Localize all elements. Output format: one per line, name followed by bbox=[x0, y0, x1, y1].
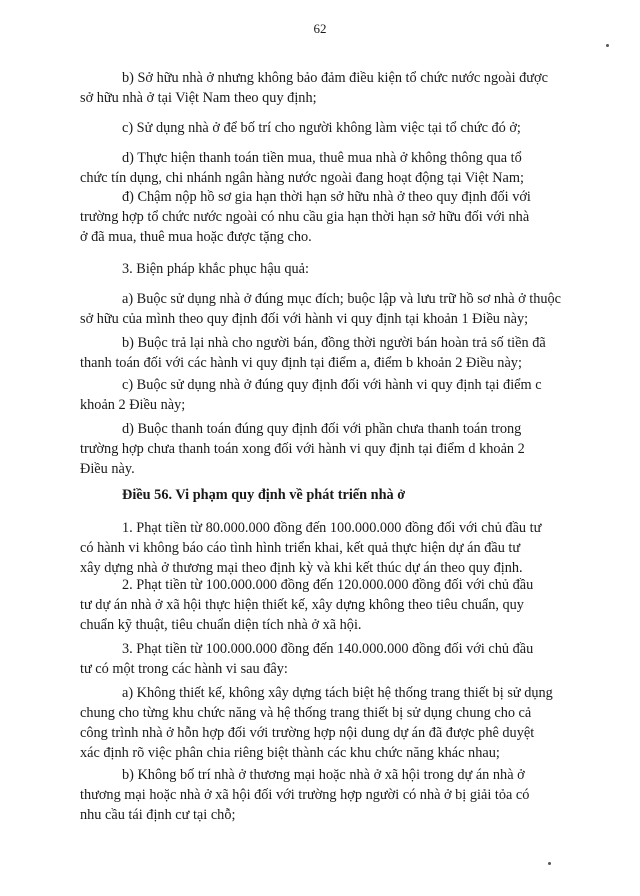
clause-56-3a: a) Không thiết kế, không xây dựng tách biệt hệ thống trang thiết bị sử dụng chung cho từng khu chức năng và hệ thống trang thiết bị sử dụng chung cho cả công trình nhà ở hỗn hợp đối với trường hợp nội dung dự án đã được phê duyệt xác định rõ việc phân chia riêng biệt thành các khu chức năng khác nhau; bbox=[80, 685, 553, 761]
paragraph-2dd: đ) Chậm nộp hồ sơ gia hạn thời hạn sở hữu nhà ở theo quy định đối với trường hợp tổ chức nước ngoài có nhu cầu gia hạn thời hạn sở hữu đối với nhà ở đã mua, thuê mua hoặc được tặng cho. bbox=[80, 189, 531, 245]
clause-56-1: 1. Phạt tiền từ 80.000.000 đồng đến 100.000.000 đồng đối với chủ đầu tư có hành vi không báo cáo tình hình triển khai, kết quả thực hiện dự án đầu tư xây dựng nhà ở thương mại theo định kỳ và khi kết thúc dự án theo quy định. bbox=[80, 520, 542, 576]
clause-56-3: 3. Phạt tiền từ 100.000.000 đồng đến 140.000.000 đồng đối với chủ đầu tư có một trong các hành vi sau đây: bbox=[80, 641, 534, 677]
article-56-heading: Điều 56. Vi phạm quy định về phát triển nhà ở bbox=[122, 487, 406, 503]
clause-56-2: 2. Phạt tiền từ 100.000.000 đồng đến 120.000.000 đồng đối với chủ đầu tư dự án nhà ở xã hội thực hiện thiết kế, xây dựng không theo tiêu chuẩn, quy chuẩn kỹ thuật, tiêu chuẩn diện tích nhà ở xã hội. bbox=[80, 577, 534, 633]
remedy-heading: 3. Biện pháp khắc phục hậu quả: bbox=[122, 261, 309, 277]
paragraph-3c: c) Buộc sử dụng nhà ở đúng quy định đối với hành vi quy định tại điểm c khoản 2 Điều này; bbox=[80, 377, 542, 413]
scan-speck bbox=[606, 44, 609, 47]
clause-56-3b: b) Không bố trí nhà ở thương mại hoặc nhà ở xã hội trong dự án nhà ở thương mại hoặc nhà ở xã hội đối với trường hợp người có nhà ở bị giải tỏa có nhu cầu tái định cư tại chỗ; bbox=[80, 767, 530, 823]
scan-speck bbox=[548, 862, 551, 865]
paragraph-2b: b) Sở hữu nhà ở nhưng không bảo đảm điều kiện tổ chức nước ngoài được sở hữu nhà ở tại Việt Nam theo quy định; bbox=[80, 70, 548, 106]
paragraph-2c: c) Sử dụng nhà ở để bố trí cho người không làm việc tại tổ chức đó ở; bbox=[122, 120, 521, 136]
paragraph-3d: d) Buộc thanh toán đúng quy định đối với phần chưa thanh toán trong trường hợp chưa thanh toán xong đối với hành vi quy định tại điểm d khoản 2 Điều này. bbox=[80, 421, 525, 477]
paragraph-2d: d) Thực hiện thanh toán tiền mua, thuê mua nhà ở không thông qua tổ chức tín dụng, chi nhánh ngân hàng nước ngoài đang hoạt động tại Việt Nam; bbox=[80, 150, 524, 186]
paragraph-3a: a) Buộc sử dụng nhà ở đúng mục đích; buộc lập và lưu trữ hồ sơ nhà ở thuộc sở hữu của mình theo quy định đối với hành vi quy định tại khoản 1 Điều này; bbox=[80, 291, 562, 327]
paragraph-3b: b) Buộc trả lại nhà cho người bán, đồng thời người bán hoàn trả số tiền đã thanh toán đối với các hành vi quy định tại điểm a, điểm b khoản 2 Điều này; bbox=[80, 335, 546, 371]
page-number: 62 bbox=[313, 21, 327, 36]
